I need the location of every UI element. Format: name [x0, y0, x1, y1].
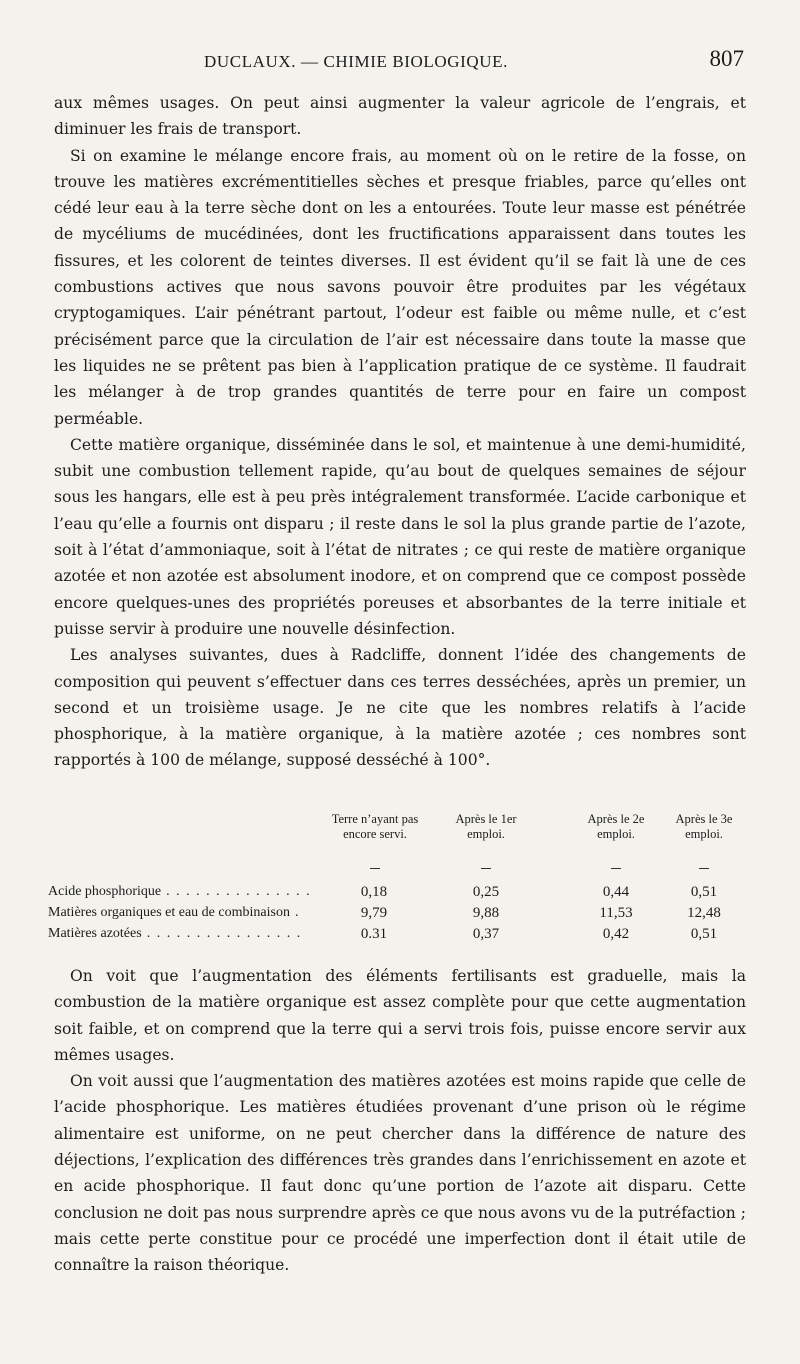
- dash-rule: [611, 868, 621, 869]
- cell: 0,51: [690, 884, 718, 900]
- cell: 9,79: [360, 905, 388, 921]
- cell: 0.31: [360, 926, 388, 942]
- row-label: Acide phosphorique . . . . . . . . . . . . . . .: [48, 884, 312, 899]
- table-row: [44, 884, 756, 905]
- column-dashes: [44, 862, 756, 884]
- running-title: DUCLAUX. — CHIMIE BIOLOGIQUE.: [204, 52, 509, 71]
- cell: 0,25: [472, 884, 500, 900]
- row-label: Matières azotées . . . . . . . . . . . . . . . .: [48, 926, 302, 941]
- column-header: Après le 2e emploi.: [587, 812, 645, 841]
- column-header: Après le 1er emploi.: [455, 812, 517, 841]
- main-text-bottom: [54, 963, 746, 1279]
- cell: 0,51: [690, 926, 718, 942]
- main-text-top: [54, 90, 746, 774]
- cell: 0,37: [472, 926, 500, 942]
- dash-rule: [699, 868, 709, 869]
- table-row: [44, 926, 756, 947]
- row-label: Matières organiques et eau de combinaison .: [48, 905, 300, 920]
- paragraph: Cette matière organique, disséminée dans le sol, et maintenue à une demi-humidité, subit une combustion tellement rapide, qu’au bout de quelques semaines de séjour sous les hangars, elle est à peu près intégralement transformée. L’acide carbonique et l’eau qu’elle a fournis ont disparu ; il reste dans le sol la plus grande partie de l’azote, soit à l’état d’ammoniaque, soit à l’état de nitrates ; ce qui reste de matière organique azotée et non azotée est absolument inodore, et on comprend que ce compost possède encore quelques-unes des propriétés poreuses et absorbantes de la terre initiale et puisse servir à produire une nouvelle désinfection.: [54, 435, 746, 638]
- paragraph: On voit aussi que l’augmentation des matières azotées est moins rapide que celle de l’acide phosphorique. Les matières étudiées provenant d’une prison où le régime alimentaire est uniforme, on ne peut chercher dans la différence de nature des déjections, l’explication des différences très grandes dans l’enrichissement en azote et en acide phosphorique. Il faut donc qu’une portion de l’azote ait disparu. Cette conclusion ne doit pas nous surprendre après ce que nous avons vu de la putréfaction ; mais cette perte constitue pour ce procédé une imperfection dont il était utile de connaître la raison théorique.: [54, 1072, 746, 1275]
- cell: 0,42: [602, 926, 630, 942]
- page-number: 807: [709, 46, 744, 71]
- cell: 11,53: [599, 905, 633, 921]
- dash-rule: [370, 868, 380, 869]
- paragraph: aux mêmes usages. On peut ainsi augmenter la valeur agricole de l’engrais, et diminuer les frais de transport.: [54, 94, 746, 139]
- paragraph: On voit que l’augmentation des éléments fertilisants est graduelle, mais la combustion de la matière organique est assez complète pour que cette augmentation soit faible, et on comprend que la terre qui a servi trois fois, puisse encore servir aux mêmes usages.: [54, 967, 746, 1064]
- cell: 12,48: [687, 905, 721, 921]
- table-row: [44, 905, 756, 926]
- cell: 0,18: [360, 884, 388, 900]
- paragraph: Les analyses suivantes, dues à Radcliffe, donnent l’idée des changements de composition qui peuvent s’effectuer dans ces terres desséchées, après un premier, un second et un troisième usage. Je ne cite que les nombres relatifs à l’acide phosphorique, à la matière organique, à la matière azotée ; ces nombres sont rapportés à 100 de mélange, supposé desséché à 100°.: [54, 646, 746, 770]
- analysis-table: [44, 812, 756, 947]
- page-header: [54, 46, 744, 74]
- column-header: Après le 3e emploi.: [675, 812, 733, 841]
- paragraph: Si on examine le mélange encore frais, au moment où on le retire de la fosse, on trouve les matières excrémentitielles sèches et presque friables, parce qu’elles ont cédé leur eau à la terre sèche dont on les a entourées. Toute leur masse est pénétrée de mycéliums de mucédinées, dont les fructifications apparaissent dans toutes les fissures, et les colorent de teintes diverses. Il est évident qu’il se fait là une de ces combustions actives que nous savons pouvoir être produites par les végétaux cryptogamiques. L’air pénétrant partout, l’odeur est faible ou même nulle, et c’est précisément parce que la circulation de l’air est nécessaire dans toute la masse que les liquides ne se prêtent pas bien à l’application pratique de ce système. Il faudrait les mélanger à de trop grandes quantités de terre pour en faire un compost perméable.: [54, 146, 746, 428]
- table-header: [44, 812, 756, 862]
- cell: 9,88: [472, 905, 500, 921]
- dash-rule: [481, 868, 491, 869]
- column-header: Terre n’ayant pas encore servi.: [331, 812, 419, 841]
- cell: 0,44: [602, 884, 630, 900]
